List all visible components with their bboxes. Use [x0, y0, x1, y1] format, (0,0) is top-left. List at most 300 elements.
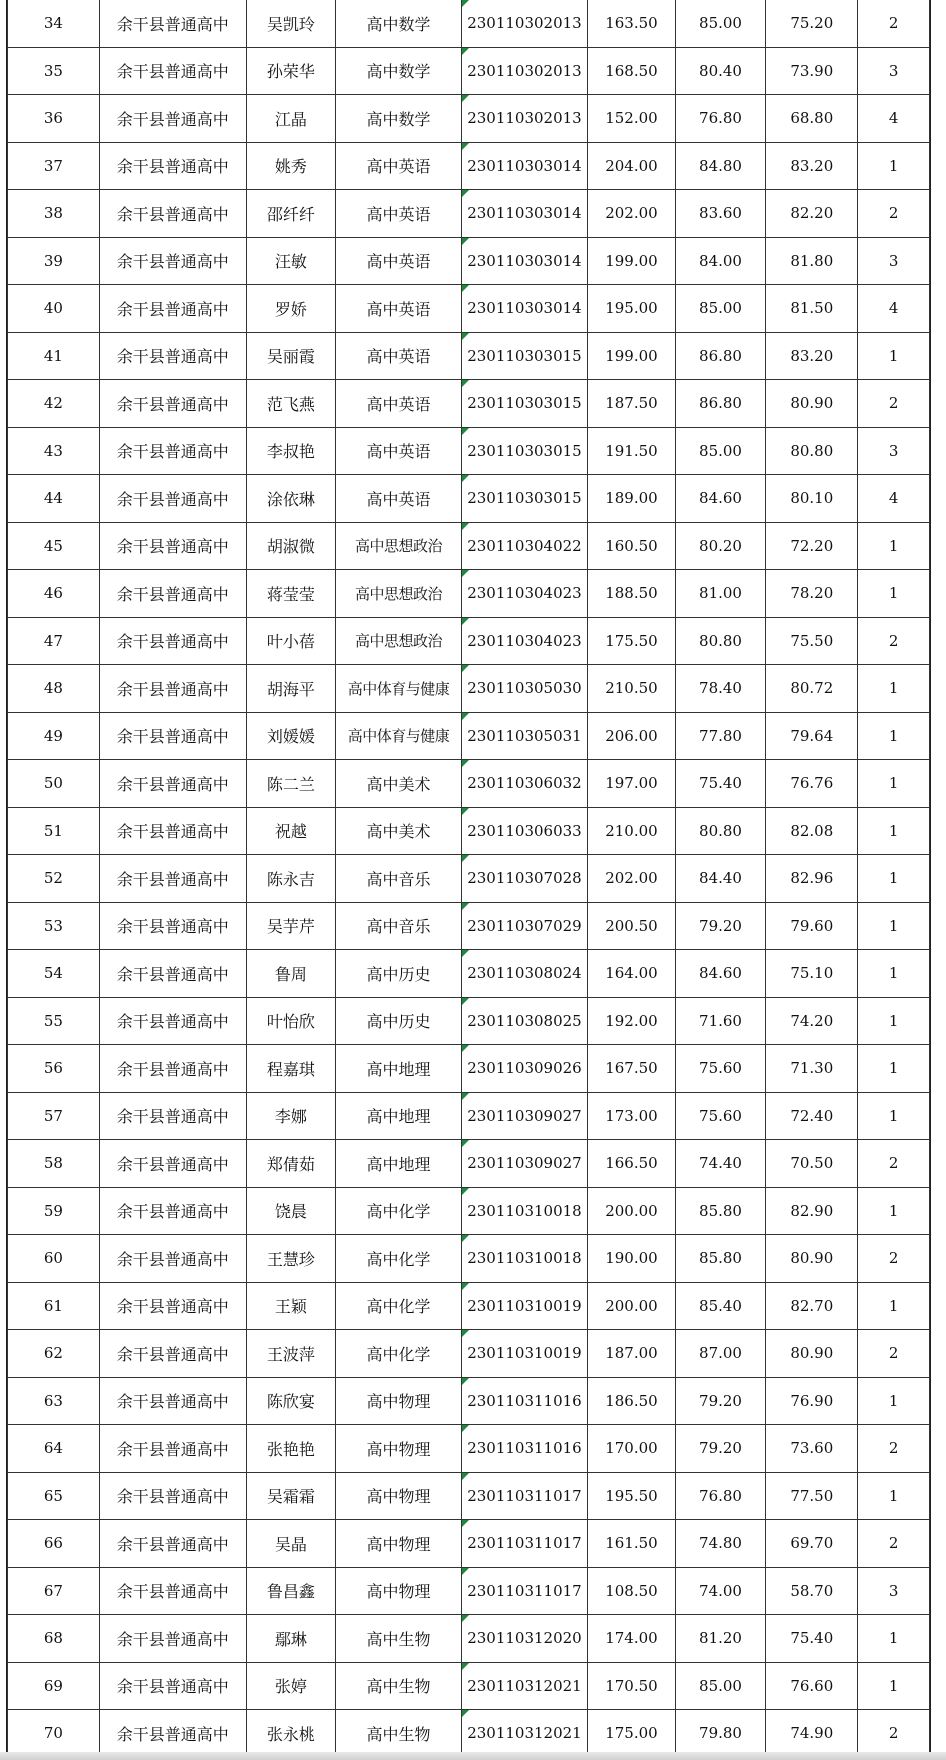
rank-cell: 1: [858, 1377, 930, 1425]
interview-score-cell: 85.80: [675, 1235, 766, 1283]
subject-cell: 高中物理: [336, 1520, 461, 1568]
row-number-cell: 47: [8, 617, 100, 665]
written-score-cell: 166.50: [588, 1140, 675, 1188]
rank-cell: 2: [858, 380, 930, 428]
table-row: [8, 807, 930, 855]
table-row: [8, 522, 930, 570]
rank-cell: 3: [858, 237, 930, 285]
subject-cell: 高中思想政治: [336, 570, 461, 618]
table-row: [8, 950, 930, 998]
subject-cell: 高中生物: [336, 1710, 461, 1758]
candidate-name-cell: 李娜: [246, 1092, 336, 1140]
row-number-cell: 52: [8, 855, 100, 903]
interview-score-cell: 75.60: [675, 1045, 766, 1093]
written-score-cell: 189.00: [588, 475, 675, 523]
rank-cell: 2: [858, 190, 930, 238]
school-name-cell: 余干县普通高中: [99, 1710, 246, 1758]
rank-cell: 4: [858, 285, 930, 333]
rank-cell: 1: [858, 807, 930, 855]
table-row: [8, 0, 930, 47]
total-score-cell: 82.96: [766, 855, 858, 903]
interview-score-cell: 81.00: [675, 570, 766, 618]
subject-cell: 高中英语: [336, 475, 461, 523]
written-score-cell: 190.00: [588, 1235, 675, 1283]
rank-cell: 1: [858, 1092, 930, 1140]
position-code-cell: 230110304022: [461, 522, 588, 570]
rank-cell: 1: [858, 712, 930, 760]
subject-cell: 高中英语: [336, 427, 461, 475]
table-row: [8, 475, 930, 523]
school-name-cell: 余干县普通高中: [99, 1615, 246, 1663]
row-number-cell: 41: [8, 332, 100, 380]
total-score-cell: 58.70: [766, 1567, 858, 1615]
total-score-cell: 77.50: [766, 1472, 858, 1520]
table-row: [8, 1330, 930, 1378]
school-name-cell: 余干县普通高中: [99, 1377, 246, 1425]
interview-score-cell: 84.60: [675, 950, 766, 998]
row-number-cell: 54: [8, 950, 100, 998]
rank-cell: 1: [858, 1472, 930, 1520]
total-score-cell: 83.20: [766, 332, 858, 380]
subject-cell: 高中地理: [336, 1140, 461, 1188]
table-row: [8, 1425, 930, 1473]
interview-score-cell: 74.80: [675, 1520, 766, 1568]
total-score-cell: 72.20: [766, 522, 858, 570]
position-code-cell: 230110310018: [461, 1235, 588, 1283]
candidate-name-cell: 胡海平: [246, 665, 336, 713]
written-score-cell: 170.50: [588, 1662, 675, 1710]
rank-cell: 1: [858, 522, 930, 570]
total-score-cell: 80.72: [766, 665, 858, 713]
table-row: [8, 855, 930, 903]
total-score-cell: 75.20: [766, 0, 858, 47]
interview-score-cell: 76.80: [675, 95, 766, 143]
rank-cell: 1: [858, 665, 930, 713]
total-score-cell: 69.70: [766, 1520, 858, 1568]
candidate-name-cell: 王波萍: [246, 1330, 336, 1378]
subject-cell: 高中体育与健康: [336, 665, 461, 713]
written-score-cell: 167.50: [588, 1045, 675, 1093]
position-code-cell: 230110312021: [461, 1662, 588, 1710]
written-score-cell: 174.00: [588, 1615, 675, 1663]
written-score-cell: 186.50: [588, 1377, 675, 1425]
total-score-cell: 79.60: [766, 902, 858, 950]
written-score-cell: 175.50: [588, 617, 675, 665]
table-row: [8, 1235, 930, 1283]
school-name-cell: 余干县普通高中: [99, 1092, 246, 1140]
subject-cell: 高中生物: [336, 1662, 461, 1710]
interview-score-cell: 79.20: [675, 902, 766, 950]
rank-cell: 1: [858, 1045, 930, 1093]
school-name-cell: 余干县普通高中: [99, 807, 246, 855]
candidate-name-cell: 陈欣宴: [246, 1377, 336, 1425]
row-number-cell: 55: [8, 997, 100, 1045]
subject-cell: 高中化学: [336, 1282, 461, 1330]
written-score-cell: 187.50: [588, 380, 675, 428]
table-row: [8, 47, 930, 95]
rank-cell: 1: [858, 1282, 930, 1330]
school-name-cell: 余干县普通高中: [99, 1662, 246, 1710]
written-score-cell: 152.00: [588, 95, 675, 143]
table-row: [8, 1710, 930, 1758]
table-row: [8, 1567, 930, 1615]
written-score-cell: 163.50: [588, 0, 675, 47]
total-score-cell: 73.90: [766, 47, 858, 95]
position-code-cell: 230110308025: [461, 997, 588, 1045]
position-code-cell: 230110311016: [461, 1425, 588, 1473]
results-table: [7, 0, 930, 1758]
rank-cell: 2: [858, 1425, 930, 1473]
candidate-name-cell: 王慧珍: [246, 1235, 336, 1283]
candidate-name-cell: 范飞燕: [246, 380, 336, 428]
interview-score-cell: 85.00: [675, 0, 766, 47]
table-row: [8, 190, 930, 238]
table-row: [8, 142, 930, 190]
row-number-cell: 56: [8, 1045, 100, 1093]
position-code-cell: 230110312020: [461, 1615, 588, 1663]
interview-score-cell: 79.20: [675, 1377, 766, 1425]
position-code-cell: 230110303015: [461, 332, 588, 380]
subject-cell: 高中化学: [336, 1330, 461, 1378]
total-score-cell: 82.90: [766, 1187, 858, 1235]
candidate-name-cell: 郑倩茹: [246, 1140, 336, 1188]
row-number-cell: 58: [8, 1140, 100, 1188]
school-name-cell: 余干县普通高中: [99, 1520, 246, 1568]
rank-cell: 1: [858, 1662, 930, 1710]
position-code-cell: 230110302013: [461, 0, 588, 47]
row-number-cell: 48: [8, 665, 100, 713]
candidate-name-cell: 叶怡欣: [246, 997, 336, 1045]
subject-cell: 高中音乐: [336, 902, 461, 950]
position-code-cell: 230110303014: [461, 190, 588, 238]
written-score-cell: 187.00: [588, 1330, 675, 1378]
results-sheet: [6, 0, 931, 1760]
written-score-cell: 200.00: [588, 1282, 675, 1330]
position-code-cell: 230110308024: [461, 950, 588, 998]
table-row: [8, 1045, 930, 1093]
interview-score-cell: 84.40: [675, 855, 766, 903]
subject-cell: 高中物理: [336, 1472, 461, 1520]
table-row: [8, 902, 930, 950]
subject-cell: 高中化学: [336, 1187, 461, 1235]
subject-cell: 高中美术: [336, 760, 461, 808]
rank-cell: 1: [858, 570, 930, 618]
row-number-cell: 35: [8, 47, 100, 95]
rank-cell: 2: [858, 1710, 930, 1758]
subject-cell: 高中化学: [336, 1235, 461, 1283]
subject-cell: 高中数学: [336, 47, 461, 95]
row-number-cell: 43: [8, 427, 100, 475]
rank-cell: 2: [858, 1140, 930, 1188]
candidate-name-cell: 吴芋芹: [246, 902, 336, 950]
interview-score-cell: 79.80: [675, 1710, 766, 1758]
total-score-cell: 82.08: [766, 807, 858, 855]
candidate-name-cell: 张婷: [246, 1662, 336, 1710]
candidate-name-cell: 罗娇: [246, 285, 336, 333]
written-score-cell: 210.00: [588, 807, 675, 855]
school-name-cell: 余干县普通高中: [99, 475, 246, 523]
interview-score-cell: 87.00: [675, 1330, 766, 1378]
row-number-cell: 45: [8, 522, 100, 570]
interview-score-cell: 80.80: [675, 807, 766, 855]
school-name-cell: 余干县普通高中: [99, 665, 246, 713]
school-name-cell: 余干县普通高中: [99, 1187, 246, 1235]
total-score-cell: 80.90: [766, 1235, 858, 1283]
total-score-cell: 75.10: [766, 950, 858, 998]
row-number-cell: 65: [8, 1472, 100, 1520]
school-name-cell: 余干县普通高中: [99, 950, 246, 998]
total-score-cell: 80.90: [766, 380, 858, 428]
subject-cell: 高中数学: [336, 95, 461, 143]
total-score-cell: 82.20: [766, 190, 858, 238]
subject-cell: 高中英语: [336, 142, 461, 190]
school-name-cell: 余干县普通高中: [99, 997, 246, 1045]
table-row: [8, 1282, 930, 1330]
candidate-name-cell: 孙荣华: [246, 47, 336, 95]
table-row: [8, 237, 930, 285]
total-score-cell: 80.90: [766, 1330, 858, 1378]
rank-cell: 1: [858, 1187, 930, 1235]
position-code-cell: 230110307028: [461, 855, 588, 903]
candidate-name-cell: 蒋莹莹: [246, 570, 336, 618]
candidate-name-cell: 江晶: [246, 95, 336, 143]
total-score-cell: 78.20: [766, 570, 858, 618]
interview-score-cell: 78.40: [675, 665, 766, 713]
interview-score-cell: 74.00: [675, 1567, 766, 1615]
row-number-cell: 57: [8, 1092, 100, 1140]
rank-cell: 1: [858, 760, 930, 808]
row-number-cell: 66: [8, 1520, 100, 1568]
school-name-cell: 余干县普通高中: [99, 617, 246, 665]
interview-score-cell: 85.00: [675, 1662, 766, 1710]
subject-cell: 高中物理: [336, 1567, 461, 1615]
candidate-name-cell: 陈二兰: [246, 760, 336, 808]
school-name-cell: 余干县普通高中: [99, 1235, 246, 1283]
row-number-cell: 69: [8, 1662, 100, 1710]
row-number-cell: 53: [8, 902, 100, 950]
rank-cell: 1: [858, 997, 930, 1045]
total-score-cell: 70.50: [766, 1140, 858, 1188]
interview-score-cell: 80.40: [675, 47, 766, 95]
candidate-name-cell: 姚秀: [246, 142, 336, 190]
position-code-cell: 230110309027: [461, 1092, 588, 1140]
school-name-cell: 余干县普通高中: [99, 1567, 246, 1615]
interview-score-cell: 81.20: [675, 1615, 766, 1663]
interview-score-cell: 74.40: [675, 1140, 766, 1188]
total-score-cell: 76.90: [766, 1377, 858, 1425]
position-code-cell: 230110306032: [461, 760, 588, 808]
table-row: [8, 712, 930, 760]
subject-cell: 高中地理: [336, 1045, 461, 1093]
subject-cell: 高中物理: [336, 1377, 461, 1425]
rank-cell: 1: [858, 1615, 930, 1663]
rank-cell: 4: [858, 475, 930, 523]
table-row: [8, 285, 930, 333]
candidate-name-cell: 鲁昌鑫: [246, 1567, 336, 1615]
written-score-cell: 206.00: [588, 712, 675, 760]
subject-cell: 高中英语: [336, 380, 461, 428]
written-score-cell: 192.00: [588, 997, 675, 1045]
row-number-cell: 67: [8, 1567, 100, 1615]
page-bottom-edge: [0, 1752, 946, 1760]
row-number-cell: 42: [8, 380, 100, 428]
written-score-cell: 195.50: [588, 1472, 675, 1520]
subject-cell: 高中数学: [336, 0, 461, 47]
table-row: [8, 665, 930, 713]
table-row: [8, 1615, 930, 1663]
interview-score-cell: 79.20: [675, 1425, 766, 1473]
table-row: [8, 997, 930, 1045]
position-code-cell: 230110302013: [461, 95, 588, 143]
candidate-name-cell: 叶小蓓: [246, 617, 336, 665]
subject-cell: 高中历史: [336, 997, 461, 1045]
interview-score-cell: 75.40: [675, 760, 766, 808]
rank-cell: 1: [858, 332, 930, 380]
position-code-cell: 230110303015: [461, 427, 588, 475]
row-number-cell: 61: [8, 1282, 100, 1330]
position-code-cell: 230110305031: [461, 712, 588, 760]
position-code-cell: 230110310019: [461, 1330, 588, 1378]
row-number-cell: 59: [8, 1187, 100, 1235]
rank-cell: 2: [858, 1330, 930, 1378]
position-code-cell: 230110303015: [461, 475, 588, 523]
subject-cell: 高中体育与健康: [336, 712, 461, 760]
candidate-name-cell: 鄢琳: [246, 1615, 336, 1663]
rank-cell: 3: [858, 427, 930, 475]
row-number-cell: 34: [8, 0, 100, 47]
total-score-cell: 68.80: [766, 95, 858, 143]
total-score-cell: 73.60: [766, 1425, 858, 1473]
candidate-name-cell: 吴丽霞: [246, 332, 336, 380]
written-score-cell: 199.00: [588, 332, 675, 380]
interview-score-cell: 84.80: [675, 142, 766, 190]
rank-cell: 1: [858, 855, 930, 903]
candidate-name-cell: 张永桃: [246, 1710, 336, 1758]
written-score-cell: 175.00: [588, 1710, 675, 1758]
subject-cell: 高中英语: [336, 190, 461, 238]
interview-score-cell: 84.60: [675, 475, 766, 523]
interview-score-cell: 86.80: [675, 332, 766, 380]
interview-score-cell: 71.60: [675, 997, 766, 1045]
table-row: [8, 570, 930, 618]
total-score-cell: 71.30: [766, 1045, 858, 1093]
table-row: [8, 1092, 930, 1140]
subject-cell: 高中历史: [336, 950, 461, 998]
position-code-cell: 230110310018: [461, 1187, 588, 1235]
candidate-name-cell: 饶晨: [246, 1187, 336, 1235]
written-score-cell: 191.50: [588, 427, 675, 475]
subject-cell: 高中英语: [336, 237, 461, 285]
rank-cell: 1: [858, 902, 930, 950]
position-code-cell: 230110311017: [461, 1520, 588, 1568]
total-score-cell: 79.64: [766, 712, 858, 760]
total-score-cell: 76.60: [766, 1662, 858, 1710]
candidate-name-cell: 程嘉琪: [246, 1045, 336, 1093]
written-score-cell: 160.50: [588, 522, 675, 570]
interview-score-cell: 84.00: [675, 237, 766, 285]
total-score-cell: 76.76: [766, 760, 858, 808]
subject-cell: 高中地理: [336, 1092, 461, 1140]
candidate-name-cell: 涂依琳: [246, 475, 336, 523]
rank-cell: 1: [858, 142, 930, 190]
position-code-cell: 230110312021: [461, 1710, 588, 1758]
total-score-cell: 81.50: [766, 285, 858, 333]
interview-score-cell: 85.80: [675, 1187, 766, 1235]
written-score-cell: 173.00: [588, 1092, 675, 1140]
row-number-cell: 40: [8, 285, 100, 333]
written-score-cell: 204.00: [588, 142, 675, 190]
row-number-cell: 38: [8, 190, 100, 238]
written-score-cell: 210.50: [588, 665, 675, 713]
position-code-cell: 230110302013: [461, 47, 588, 95]
table-row: [8, 1140, 930, 1188]
position-code-cell: 230110305030: [461, 665, 588, 713]
rank-cell: 4: [858, 95, 930, 143]
candidate-name-cell: 刘媛媛: [246, 712, 336, 760]
subject-cell: 高中英语: [336, 285, 461, 333]
position-code-cell: 230110303014: [461, 142, 588, 190]
school-name-cell: 余干县普通高中: [99, 285, 246, 333]
rank-cell: 2: [858, 1520, 930, 1568]
school-name-cell: 余干县普通高中: [99, 142, 246, 190]
rank-cell: 2: [858, 0, 930, 47]
school-name-cell: 余干县普通高中: [99, 712, 246, 760]
total-score-cell: 83.20: [766, 142, 858, 190]
row-number-cell: 44: [8, 475, 100, 523]
table-row: [8, 427, 930, 475]
candidate-name-cell: 鲁周: [246, 950, 336, 998]
subject-cell: 高中音乐: [336, 855, 461, 903]
candidate-name-cell: 胡淑微: [246, 522, 336, 570]
position-code-cell: 230110306033: [461, 807, 588, 855]
row-number-cell: 63: [8, 1377, 100, 1425]
total-score-cell: 74.20: [766, 997, 858, 1045]
candidate-name-cell: 祝越: [246, 807, 336, 855]
interview-score-cell: 76.80: [675, 1472, 766, 1520]
row-number-cell: 51: [8, 807, 100, 855]
table-row: [8, 1662, 930, 1710]
row-number-cell: 36: [8, 95, 100, 143]
written-score-cell: 202.00: [588, 855, 675, 903]
table-row: [8, 1377, 930, 1425]
table-row: [8, 617, 930, 665]
written-score-cell: 200.00: [588, 1187, 675, 1235]
rank-cell: 2: [858, 617, 930, 665]
total-score-cell: 72.40: [766, 1092, 858, 1140]
row-number-cell: 49: [8, 712, 100, 760]
row-number-cell: 37: [8, 142, 100, 190]
school-name-cell: 余干县普通高中: [99, 1140, 246, 1188]
subject-cell: 高中思想政治: [336, 617, 461, 665]
total-score-cell: 75.40: [766, 1615, 858, 1663]
row-number-cell: 39: [8, 237, 100, 285]
interview-score-cell: 75.60: [675, 1092, 766, 1140]
total-score-cell: 80.10: [766, 475, 858, 523]
table-row: [8, 332, 930, 380]
table-body: [8, 0, 930, 1757]
interview-score-cell: 80.80: [675, 617, 766, 665]
candidate-name-cell: 张艳艳: [246, 1425, 336, 1473]
position-code-cell: 230110311016: [461, 1377, 588, 1425]
total-score-cell: 82.70: [766, 1282, 858, 1330]
school-name-cell: 余干县普通高中: [99, 760, 246, 808]
row-number-cell: 64: [8, 1425, 100, 1473]
interview-score-cell: 80.20: [675, 522, 766, 570]
row-number-cell: 60: [8, 1235, 100, 1283]
row-number-cell: 50: [8, 760, 100, 808]
school-name-cell: 余干县普通高中: [99, 332, 246, 380]
candidate-name-cell: 吴凯玲: [246, 0, 336, 47]
